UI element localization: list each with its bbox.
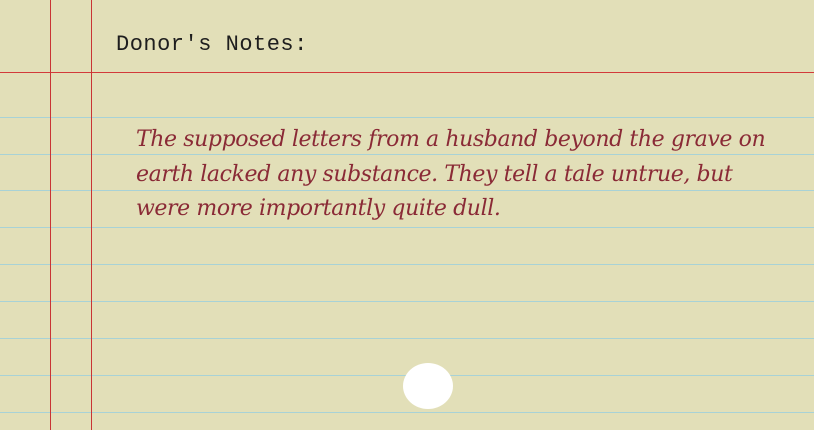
ruled-line <box>0 264 814 265</box>
hole-punch <box>403 363 453 409</box>
margin-line-left <box>50 0 51 430</box>
ruled-line <box>0 227 814 228</box>
margin-line-right <box>91 0 92 430</box>
ruled-line <box>0 117 814 118</box>
header-rule <box>0 72 814 73</box>
notes-title: Donor's Notes: <box>116 32 308 57</box>
ruled-line <box>0 301 814 302</box>
ruled-line <box>0 338 814 339</box>
notes-body-text: The supposed letters from a husband beyond the grave on earth lacked any substance. They tell a tale untrue, but were more importantly quite dull. <box>136 127 766 221</box>
ruled-line <box>0 412 814 413</box>
